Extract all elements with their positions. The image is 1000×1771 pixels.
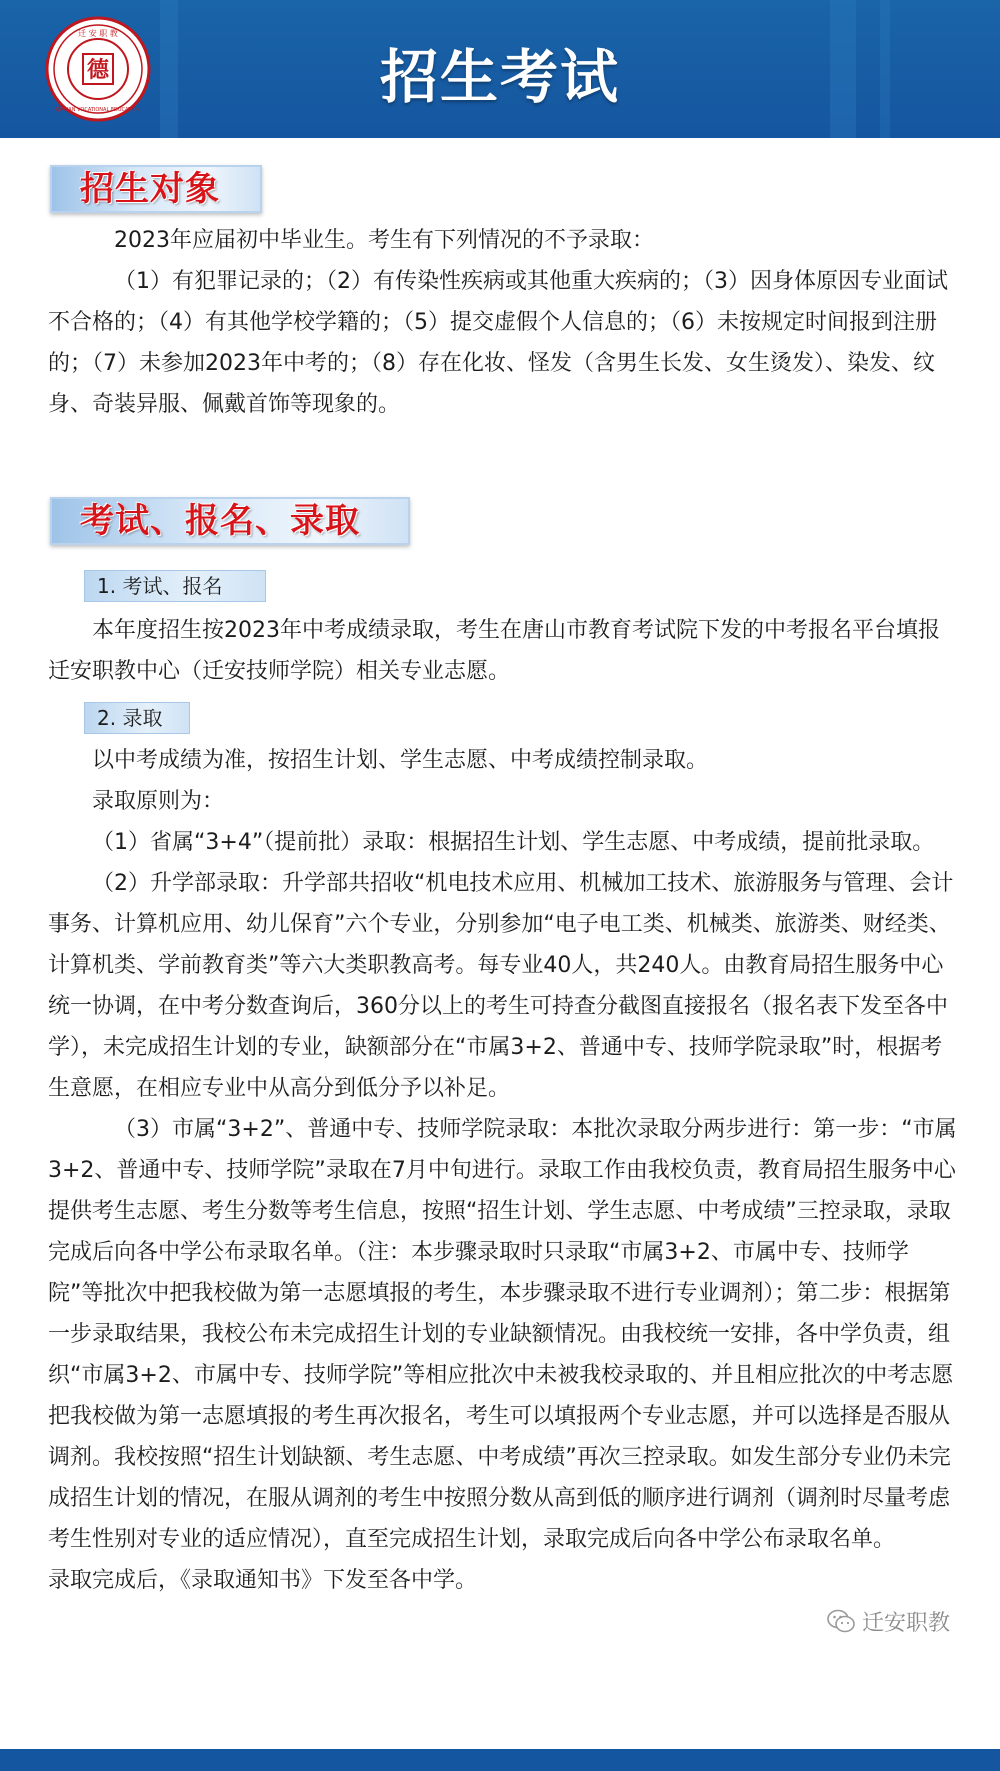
admission-rule-2: （2）升学部录取：升学部共招收“机电技术应用、机械加工技术、旅游服务与管理、会计事务、计算机应用、幼儿保育”六个专业，分别参加“电子电工类、机械类、旅游类、财经类、计算机类、学前教育类”等六大类职教高考。每专业40人，共240人。由教育局招生服务中心统一协调，在中考分数查询后，360分以上的考生可持查分截图直接报名（报名表下发至各中学），未完成招生计划的专业，缺额部分在“市属3+2、普通中专、技师学院录取”时，根据考生意愿，在相应专业中从高分到低分予以补足。 [48, 871, 954, 1101]
page-title: 招生考试 [379, 43, 620, 111]
section1-body: （1）有犯罪记录的；（2）有传染性疾病或其他重大疾病的；（3）因身体原因专业面试不合格的；（4）有其他学校学籍的；（5）提交虚假个人信息的；（6）未按规定时间报到注册的；（7）未参加2023年中考的；（8）存在化妆、怪发（含男生长发、女生烫发）、染发、纹身、奇装异服、佩戴首饰等现象的。 [48, 269, 948, 417]
sub-label-exam-registration [84, 570, 266, 602]
section-heading: 考试、报名、录取 [80, 501, 360, 541]
section-heading: 招生对象 [80, 169, 220, 209]
sub1-text [48, 610, 958, 692]
sub1-paragraph: 本年度招生按2023年中考成绩录取，考生在唐山市教育考试院下发的中考报名平台填报迁安职教中心（迁安技师学院）相关专业志愿。 [48, 618, 940, 684]
sub2-paragraph-2: 录取原则为： [92, 789, 225, 814]
sub2-paragraph-1: 以中考成绩为准，按招生计划、学生志愿、中考成绩控制录取。 [92, 748, 709, 773]
svg-text:迁 安 职 教: 迁 安 职 教 [78, 29, 118, 38]
sub-label-text: 2. 录取 [97, 706, 163, 730]
admission-rule-3: （3）市属“3+2”、普通中专、技师学院录取：本批次录取分两步进行：第一步：“市属3+2、普通中专、技师学院”录取在7月中旬进行。录取工作由我校负责，教育局招生服务中心提供考生志愿、考生分数等考生信息，按照“招生计划、学生志愿、中考成绩”三控录取，录取完成后向各中学公布录取名单。（注：本步骤录取时只录取“市属3+2、市属中专、技师学院”等批次中把我校做为第一志愿填报的考生，本步骤录取不进行专业调剂）；第二步：根据第一步录取结果，我校公布未完成招生计划的专业缺额情况。由我校统一安排，各中学负责，组织“市属3+2、市属中专、技师学院”等相应批次中未被我校录取的、并且相应批次的中考志愿把我校做为第一志愿填报的考生再次报名，考生可以填报两个专业志愿，并可以选择是否服从调剂。我校按照“招生计划缺额、考生志愿、中考成绩”再次三控录取。如发生部分专业仍未完成招生计划的情况，在服从调剂的考生中按照分数从高到低的顺序进行调剂（调剂时尽量考虑考生性别对专业的适应情况），直至完成招生计划，录取完成后向各中学公布录取名单。 [48, 1117, 957, 1552]
watermark [826, 1605, 950, 1637]
watermark-text: 迁安职教 [862, 1610, 951, 1636]
svg-text:德: 德 [86, 57, 110, 83]
sub-label-text: 1. 考试、报名 [97, 574, 223, 598]
sub2-text [48, 740, 958, 1601]
section-banner-exam-registration-admission [50, 497, 410, 545]
section1-intro: 2023年应届初中毕业生。考生有下列情况的不予录取： [114, 228, 654, 253]
footer-bar [0, 1749, 1000, 1771]
svg-text:QIANAN VOCATIONAL EDUCATION: QIANAN VOCATIONAL EDUCATION [55, 107, 141, 113]
sub-label-admission [84, 702, 190, 734]
wechat-icon [826, 1608, 856, 1634]
admission-rule-1: （1）省属“3+4”（提前批）录取：根据招生计划、学生志愿、中考成绩，提前批录取。 [92, 830, 935, 855]
section-banner-enrollment-target [50, 165, 262, 213]
closing-paragraph: 录取完成后，《录取通知书》下发至各中学。 [48, 1568, 478, 1593]
section1-text [48, 220, 958, 425]
